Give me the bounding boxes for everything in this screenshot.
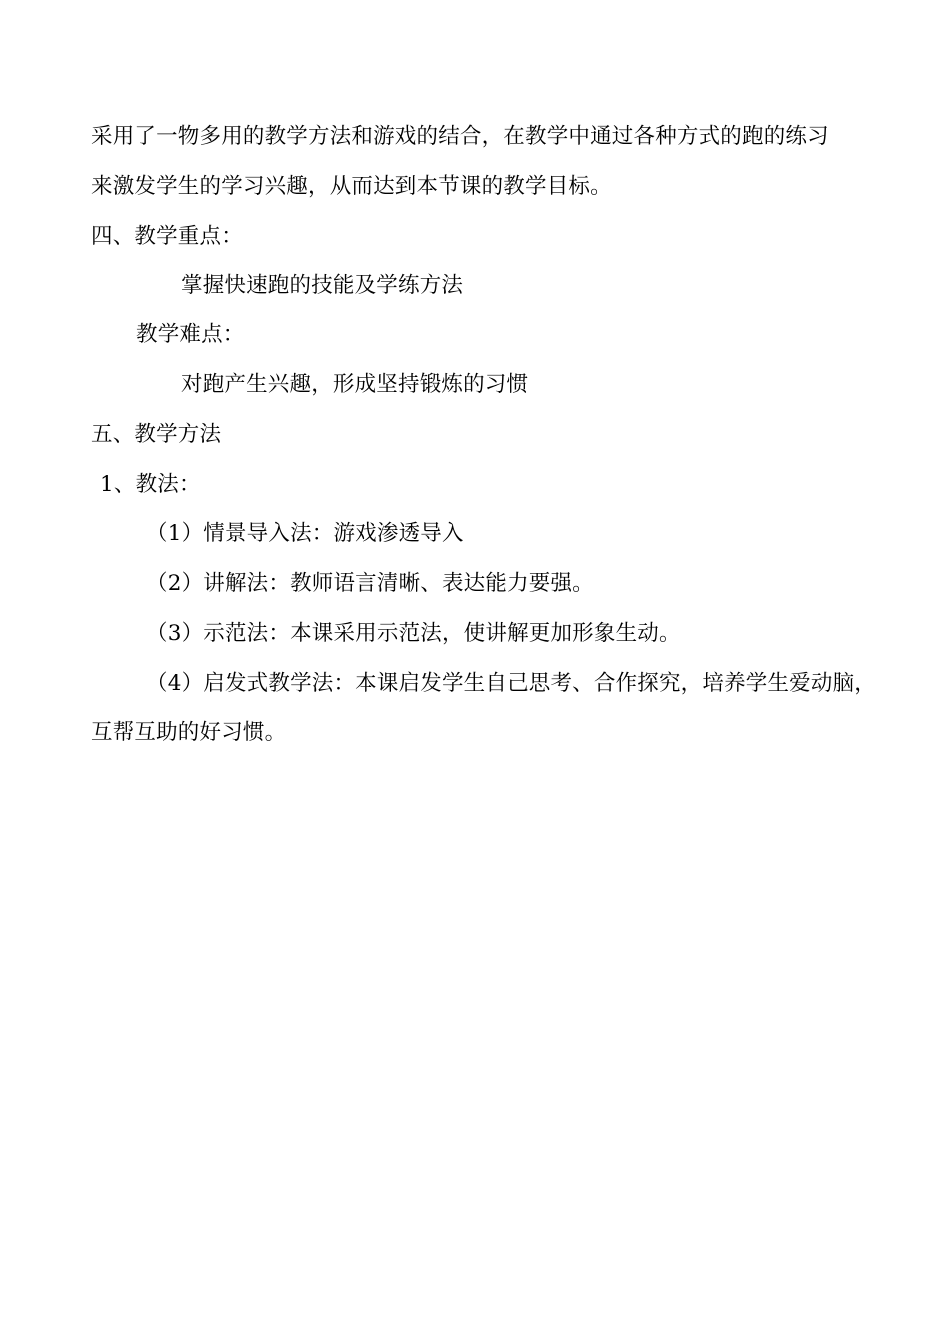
teaching-method-item-continued: 互帮互助的好习惯。: [91, 720, 287, 745]
teaching-method-item: （4）启发式教学法：本课启发学生自己思考、合作探究，培养学生爱动脑，: [146, 671, 876, 696]
paragraph-line: 采用了一物多用的教学方法和游戏的结合，在教学中通过各种方式的跑的练习: [91, 124, 829, 149]
section-five-heading: 五、教学方法: [91, 422, 222, 447]
teaching-difficulty: 对跑产生兴趣，形成坚持锻炼的习惯: [181, 372, 529, 397]
teaching-method-item: （2）讲解法：教师语言清晰、表达能力要强。: [146, 571, 594, 596]
teaching-method-item: （1）情景导入法：游戏渗透导入: [146, 521, 464, 546]
teaching-key-point: 掌握快速跑的技能及学练方法: [181, 273, 464, 298]
teaching-method-subheading: 1、教法：: [100, 472, 201, 497]
teaching-method-item: （3）示范法：本课采用示范法，使讲解更加形象生动。: [146, 621, 681, 646]
section-four-heading: 四、教学重点：: [91, 224, 243, 249]
paragraph-line: 来激发学生的学习兴趣，从而达到本节课的教学目标。: [91, 174, 612, 199]
teaching-difficulty-label: 教学难点：: [136, 322, 245, 347]
